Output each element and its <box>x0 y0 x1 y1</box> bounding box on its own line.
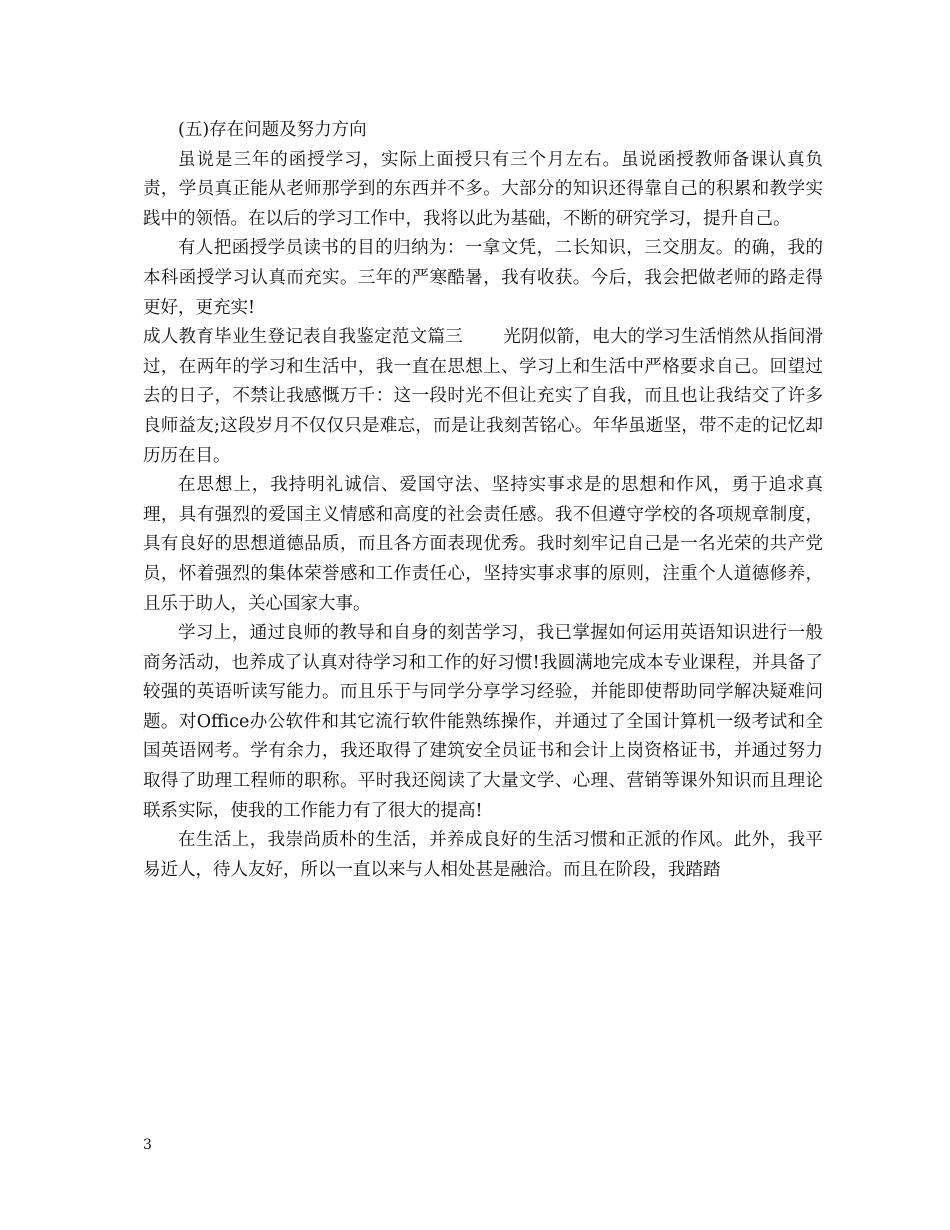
paragraph: 在生活上，我崇尚质朴的生活，并养成良好的生活习惯和正派的作风。此外，我平易近人，待人友好，所以一直以来与人相处甚是融洽。而且在阶段，我踏踏 <box>143 830 823 880</box>
page-number: 3 <box>143 1137 152 1153</box>
article-title: 成人教育毕业生登记表自我鉴定范文篇三 <box>143 327 463 348</box>
document-body <box>143 116 823 885</box>
article-first-paragraph: 光阴似箭，电大的学习生活悄然从指间滑过，在两年的学习和生活中，我一直在思想上、学习上和生活中严格要求自己。回望过去的日子，不禁让我感慨万千：这一段时光不但让充实了自我，而且也让我结交了许多良师益友;这段岁月不仅仅只是难忘，而是让我刻苦铭心。年华虽逝坚，带不走的记忆却历历在目。 <box>143 327 823 466</box>
paragraph: 有人把函授学员读书的目的归纳为：一拿文凭，二长知识，三交朋友。的确，我的本科函授学习认真而充实。三年的严寒酷暑，我有收获。今后，我会把做老师的路走得更好，更充实! <box>143 238 823 318</box>
paragraph: 虽说是三年的函授学习，实际上面授只有三个月左右。虽说函授教师备课认真负责，学员真正能从老师那学到的东西并不多。大部分的知识还得靠自己的积累和教学实践中的领悟。在以后的学习工作中，我将以此为基础，不断的研究学习，提升自己。 <box>143 149 823 229</box>
section-heading: (五)存在问题及努力方向 <box>178 120 367 140</box>
paragraph: 学习上，通过良师的教导和自身的刻苦学习，我已掌握如何运用英语知识进行一般商务活动，也养成了认真对待学习和工作的好习惯!我圆满地完成本专业课程，并具备了较强的英语听读写能力。而且乐于与同学分享学习经验，并能即使帮助同学解决疑难问题。对Office办公软件和其它流行软件能熟练操作，并通过了全国计算机一级考试和全国英语网考。学有余力，我还取得了建筑安全员证书和会计上岗资格证书，并通过努力取得了助理工程师的职称。平时我还阅读了大量文学、心理、营销等课外知识而且理论联系实际，使我的工作能力有了很大的提高! <box>143 623 823 821</box>
article-intro <box>143 323 823 471</box>
paragraph: 在思想上，我持明礼诚信、爱国守法、坚持实事求是的思想和作风，勇于追求真理，具有强烈的爱国主义情感和高度的社会责任感。我不但遵守学校的各项规章制度，具有良好的思想道德品质，而且各方面表现优秀。我时刻牢记自己是一名光荣的共产党员，怀着强烈的集体荣誉感和工作责任心，坚持实事求事的原则，注重个人道德修养，且乐于助人，关心国家大事。 <box>143 475 823 614</box>
